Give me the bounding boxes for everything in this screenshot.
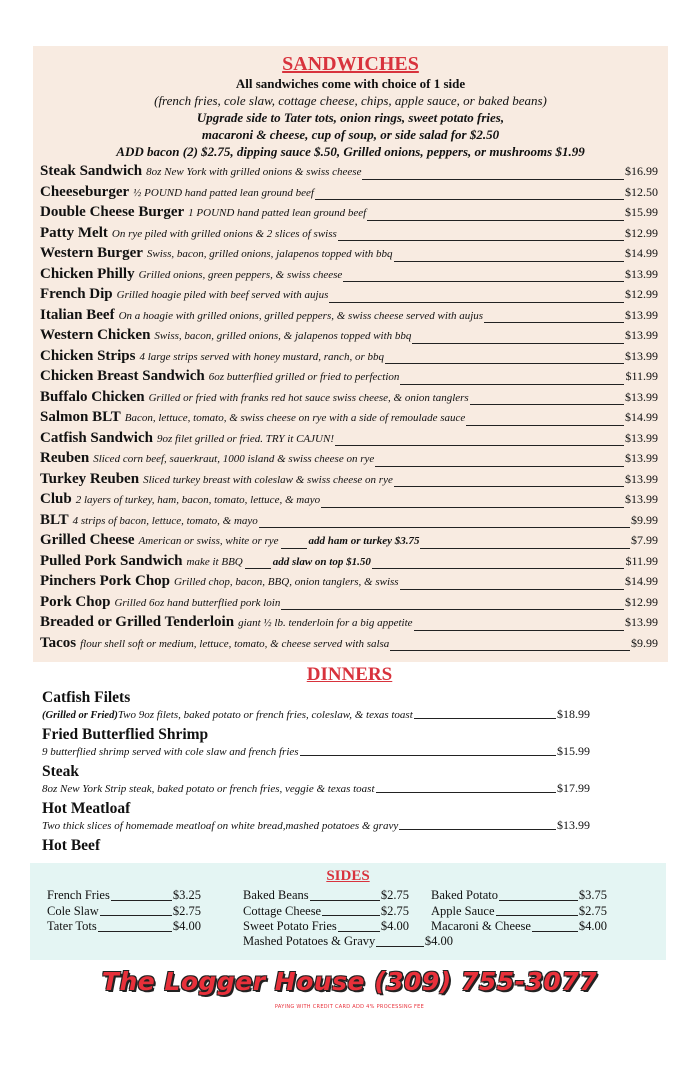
item-price: $13.99 [625,307,658,322]
item-name: BLT [40,511,69,528]
item-name: Turkey Reuben [40,470,140,487]
item-price: $13.99 [625,615,658,629]
leader-line [322,915,380,916]
dinner-description: Two thick slices of homemade meatloaf on white bread,mashed potatoes & gravy [42,820,399,832]
menu-item [40,225,658,246]
dinners-title: DINNERS [306,664,393,685]
leader-line [338,931,380,932]
item-price: $13.99 [625,328,658,342]
menu-item [40,573,658,594]
dinner-description: 8oz New York Strip steak, baked potato or french fries, veggie & texas toast [42,783,375,795]
item-description: Grilled chop, bacon, BBQ, onion tanglers, & swiss [174,576,399,588]
item-price: $12.99 [625,287,658,301]
item-name: Salmon BLT [40,409,121,425]
item-description: Sliced turkey breast with coleslaw & swiss cheese on rye [143,473,393,486]
item-description: Swiss, bacon, grilled onions, & jalapenos topped with bbq [154,330,412,342]
item-name: Patty Melt [40,224,108,241]
item-description: 9oz filet grilled or fried. TRY it CAJUN! [156,432,334,445]
leader-line [400,589,624,590]
side-item-name: Tater Tots [47,919,97,933]
menu-item [40,471,658,492]
leader-line [484,322,624,323]
item-description: 8oz New York with grilled onions & swiss cheese [146,166,362,178]
dinner-item [42,762,590,797]
item-name: Western Chicken [40,327,151,343]
leader-line [111,900,172,901]
leader-line [385,363,624,364]
side-item-name: Mashed Potatoes & Gravy [243,934,376,948]
item-name: Double Cheese Burger [40,204,185,220]
item-price: $13.99 [625,492,658,506]
sandwiches-title: SANDWICHES [282,53,419,75]
dinner-item [42,836,590,855]
leader-line [414,630,624,631]
item-price: $14.99 [625,246,658,260]
side-item [47,904,201,920]
side-item-price: $4.00 [380,919,409,933]
side-item-price: $2.75 [578,903,607,918]
dinner-name: Catfish Filets [42,689,131,706]
leader-line [496,915,578,916]
restaurant-name-phone: The Logger House (309) 755-3077 [101,967,598,996]
item-name: Italian Beef [40,306,115,323]
side-item [243,919,409,935]
item-description: American or swiss, white or rye [138,535,279,547]
item-name: Pulled Pork Sandwich [40,552,183,569]
item-price: $14.99 [625,410,658,424]
leader-line [394,486,624,487]
sides-title: SIDES [326,868,370,884]
menu-item [40,491,658,512]
menu-item [40,307,658,328]
item-name: Tacos [40,634,77,651]
item-description: On rye piled with grilled onions & 2 slices of swiss [111,227,337,240]
leader-line [310,900,380,901]
item-description: ½ POUND hand patted lean ground beef [133,186,314,199]
leader-line [329,302,624,303]
item-description: Bacon, lettuce, tomato, & swiss cheese on rye with a side of remoulade sauce [124,412,466,424]
dinner-description: 9 butterflied shrimp served with cole slaw and french fries [42,746,299,758]
leader-line [321,507,624,508]
sides-panel [30,863,666,960]
sandwiches-panel [33,46,668,662]
item-price: $13.99 [625,451,658,465]
item-name: Reuben [40,450,90,466]
dinner-item [42,688,590,723]
dinner-lead: (Grilled or Fried) [42,710,118,721]
dinner-price: $17.99 [557,781,590,795]
side-item [243,934,453,950]
side-item [47,888,201,904]
item-name: Chicken Strips [40,347,136,364]
item-price: $13.99 [625,430,658,445]
item-name: Grilled Cheese [40,532,135,548]
item-description: Grilled hoagie piled with beef served with aujus [116,289,329,301]
leader-line [390,650,630,651]
dinner-price: $18.99 [557,707,590,721]
item-addon: add ham or turkey $3.75 [308,535,420,547]
item-name: Catfish Sandwich [40,429,153,446]
side-item-name: Baked Potato [431,888,499,902]
item-description: 6oz butterflied grilled or fried to perfection [208,371,400,383]
leader-line [412,343,624,344]
item-description: Sliced corn beef, sauerkraut, 1000 island & swiss cheese on rye [93,453,375,465]
side-item-name: Cottage Cheese [243,903,322,918]
sandwich-list [40,163,658,655]
dinner-description: Two 9oz filets, baked potato or french fries, coleslaw, & texas toast [117,709,413,721]
side-item [431,919,607,935]
item-price: $16.99 [625,164,658,178]
dinner-detail [42,818,590,834]
menu-item [40,450,658,471]
leader-line [343,281,624,282]
sandwiches-intro [33,75,668,160]
sides-column [243,888,409,935]
leader-line [420,548,630,549]
leader-line [259,527,630,528]
dinner-detail [42,707,590,723]
item-price: $13.99 [625,389,658,404]
leader-line [414,718,556,719]
intro-line: All sandwiches come with choice of 1 side [235,76,466,91]
item-price: $12.99 [625,225,658,240]
leader-line [466,425,624,426]
leader-line [300,755,556,756]
item-name: Chicken Philly [40,265,135,282]
leader-line [375,466,624,467]
item-addon: add slaw on top $1.50 [272,555,371,568]
credit-card-fee-note: PAYING WITH CREDIT CARD ADD 4% PROCESSING FEE [274,1004,425,1010]
item-name: Pinchers Pork Chop [40,573,171,589]
menu-item [40,163,658,184]
item-price: $7.99 [631,533,658,547]
leader-line [335,445,624,446]
menu-item [40,430,658,451]
item-description: giant ½ lb. tenderloin for a big appetite [238,617,413,629]
dinner-name: Fried Butterflied Shrimp [42,726,209,743]
intro-line: (french fries, cole slaw, cottage cheese, chips, apple sauce, or baked beans) [154,93,547,108]
item-price: $13.99 [625,266,658,281]
intro-line: ADD bacon (2) $2.75, dipping sauce $.50, Grilled onions, peppers, or mushrooms $1.99 [116,144,585,159]
leader-line [532,931,578,932]
side-item-name: Cole Slaw [47,903,99,918]
leader-line [338,240,624,241]
leader-line [281,609,624,610]
dinner-price: $15.99 [557,744,590,758]
item-description: 2 layers of turkey, ham, bacon, tomato, lettuce, & mayo [75,494,321,506]
leader-line [367,220,624,221]
intro-line: macaroni & cheese, cup of soup, or side salad for $2.50 [201,127,500,142]
item-description: make it BBQ [186,555,243,568]
item-price: $13.99 [625,348,658,363]
item-price: $12.50 [625,184,658,199]
menu-item [40,553,658,574]
item-price: $9.99 [631,512,658,527]
menu-item [40,409,658,430]
leader-line [362,179,624,180]
leader-line [281,548,307,549]
dinner-item [42,799,590,834]
side-item-name: Baked Beans [243,888,309,902]
side-item [243,904,409,920]
item-name: French Dip [40,286,113,302]
item-name: Breaded or Grilled Tenderloin [40,614,235,630]
side-item-price: $3.75 [578,888,607,902]
leader-line [372,568,625,569]
side-item-name: Macaroni & Cheese [431,919,531,933]
item-description: Grilled or fried with franks red hot sauce swiss cheese, & onion tanglers [148,391,469,404]
leader-line [399,829,556,830]
item-description: On a hoagie with grilled onions, grilled peppers, & swiss cheese served with aujus [118,309,484,322]
menu-item [40,594,658,615]
item-description: Grilled onions, green peppers, & swiss cheese [138,268,343,281]
menu-item [40,512,658,533]
sides-column [47,888,201,935]
menu-item [40,266,658,287]
leader-line [376,792,556,793]
side-item-price: $3.25 [172,888,201,902]
side-item [47,919,201,935]
menu-item [40,348,658,369]
side-item-price: $4.00 [172,919,201,933]
item-name: Club [40,491,72,507]
leader-line [470,404,624,405]
dinner-price: $13.99 [557,818,590,832]
side-item [243,888,409,904]
item-name: Cheeseburger [40,183,130,200]
dinner-item [42,725,590,760]
item-name: Steak Sandwich [40,163,143,179]
dinner-name: Hot Meatloaf [42,800,131,817]
menu-item [40,245,658,266]
intro-line: Upgrade side to Tater tots, onion rings, sweet potato fries, [196,110,505,125]
item-description: 4 strips of bacon, lettuce, tomato, & mayo [72,514,258,527]
sides-column [431,888,607,935]
dinner-detail [42,781,590,797]
item-price: $12.99 [625,594,658,609]
dinner-detail [42,744,590,760]
side-item-name: Apple Sauce [431,903,495,918]
side-item-price: $2.75 [172,903,201,918]
menu-item [40,204,658,225]
menu-item [40,286,658,307]
side-item-name: French Fries [47,888,110,902]
item-description: Swiss, bacon, grilled onions, jalapenos topped with bbq [146,248,393,260]
menu-item [40,184,658,205]
leader-line [376,946,424,947]
item-price: $15.99 [625,205,658,219]
leader-line [394,261,624,262]
item-price: $11.99 [625,553,658,568]
item-price: $9.99 [631,635,658,650]
item-description: Grilled 6oz hand butterflied pork loin [114,596,281,609]
item-name: Buffalo Chicken [40,388,145,405]
side-item-price: $2.75 [380,903,409,918]
menu-item [40,614,658,635]
item-price: $14.99 [625,574,658,588]
item-price: $13.99 [625,471,658,486]
item-price: $11.99 [625,369,658,383]
item-description: flour shell soft or medium, lettuce, tomato, & cheese served with salsa [80,637,390,650]
menu-item [40,532,658,553]
menu-item [40,327,658,348]
leader-line [499,900,578,901]
side-item-name: Sweet Potato Fries [243,919,337,933]
dinner-name: Steak [42,763,80,780]
item-name: Western Burger [40,245,143,261]
dinner-list [42,688,590,857]
side-item [431,888,607,904]
menu-item [40,635,658,656]
dinner-name: Hot Beef [42,837,101,854]
item-description: 1 POUND hand patted lean ground beef [188,207,367,219]
side-item [431,904,607,920]
leader-line [245,568,271,569]
leader-line [315,199,624,200]
side-item-price: $4.00 [424,934,453,948]
item-description: 4 large strips served with honey mustard, ranch, or bbq [139,350,384,363]
leader-line [100,915,172,916]
leader-line [98,931,172,932]
side-item-price: $2.75 [380,888,409,902]
menu-item [40,389,658,410]
menu-item [40,368,658,389]
item-name: Chicken Breast Sandwich [40,368,205,384]
leader-line [400,384,624,385]
item-name: Pork Chop [40,593,111,610]
side-item-price: $4.00 [578,919,607,933]
